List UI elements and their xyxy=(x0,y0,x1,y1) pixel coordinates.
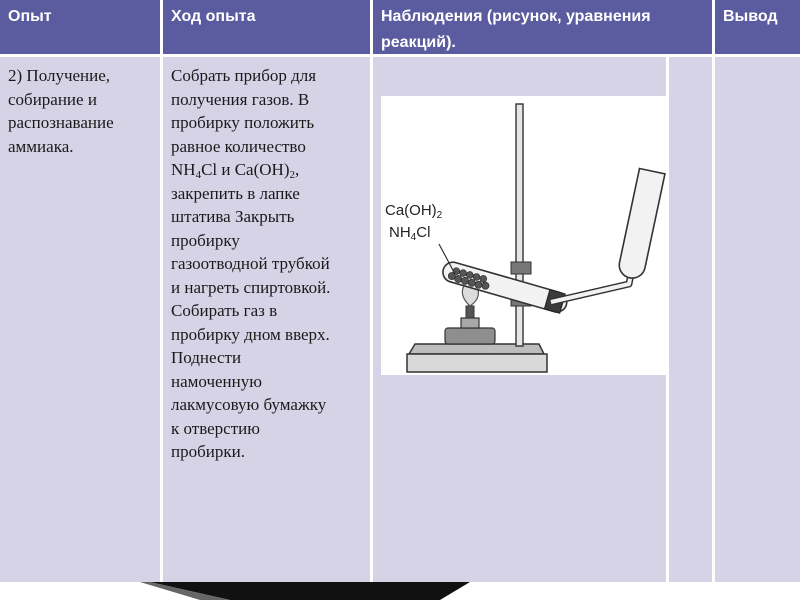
procedure-line: пробирки. xyxy=(171,442,245,461)
cell-procedure xyxy=(163,57,370,582)
header-experiment xyxy=(0,0,160,54)
procedure-line: и нагреть спиртовкой. xyxy=(171,277,331,297)
label-nh4cl: $NH_4Cl$ xyxy=(389,224,431,243)
procedure-line: Поднести xyxy=(171,348,242,367)
stand-rod xyxy=(516,104,523,346)
lamp-body xyxy=(445,328,495,344)
procedure-line: получения газов. В xyxy=(171,89,310,109)
nh4cl-subscript: 4 xyxy=(195,169,202,181)
nh4cl-part-b: Cl и Ca(OH) xyxy=(201,160,290,179)
lamp-wick xyxy=(466,306,474,318)
label-caoh2: $Ca(OH)_2$ xyxy=(385,202,443,221)
header-conclusion-label: Вывод xyxy=(723,8,778,25)
apparatus-figure xyxy=(381,96,666,375)
header-observations xyxy=(373,0,712,54)
cell-observations-extra xyxy=(669,57,712,582)
header-observations-label: Наблюдения (рисунок, уравнения реакций). xyxy=(381,8,651,51)
header-experiment-label: Опыт xyxy=(8,8,52,25)
clamp-upper xyxy=(511,262,531,274)
procedure-line: намоченную xyxy=(171,371,262,391)
procedure-text xyxy=(163,57,370,464)
caoh-subscript: 2 xyxy=(289,169,295,181)
header-conclusion xyxy=(715,0,800,54)
nh4cl-part-a: NH xyxy=(171,160,196,179)
header-procedure xyxy=(163,0,370,54)
lamp-neck xyxy=(461,318,479,328)
procedure-line: Собирать газ в xyxy=(171,301,278,320)
stand-base-plate xyxy=(407,354,547,372)
procedure-line: пробирку дном вверх. xyxy=(171,324,330,344)
apparatus-diagram xyxy=(381,96,666,375)
procedure-line: лакмусовую бумажку xyxy=(171,395,327,414)
collecting-tube xyxy=(617,168,665,280)
reagents-tail: , xyxy=(294,160,300,179)
procedure-line: закрепить в лапке xyxy=(171,183,300,203)
stand-base xyxy=(409,344,544,354)
bottom-decoration xyxy=(0,582,800,600)
procedure-line: Собрать прибор для xyxy=(171,66,317,85)
procedure-line: пробирку xyxy=(171,230,240,250)
procedure-line: пробирку положить xyxy=(171,113,315,132)
reagents-line xyxy=(171,158,364,182)
procedure-line: штатива Закрыть xyxy=(171,207,295,226)
cell-conclusion xyxy=(715,57,800,582)
procedure-line: газоотводной трубкой xyxy=(171,254,330,273)
header-procedure-label: Ход опыта xyxy=(171,8,256,25)
procedure-line: равное количество xyxy=(171,136,306,156)
procedure-line: к отверстию xyxy=(171,418,260,438)
experiment-text: 2) Получение, собирание и распознавание аммиака. xyxy=(8,66,114,156)
cell-experiment xyxy=(0,57,160,582)
